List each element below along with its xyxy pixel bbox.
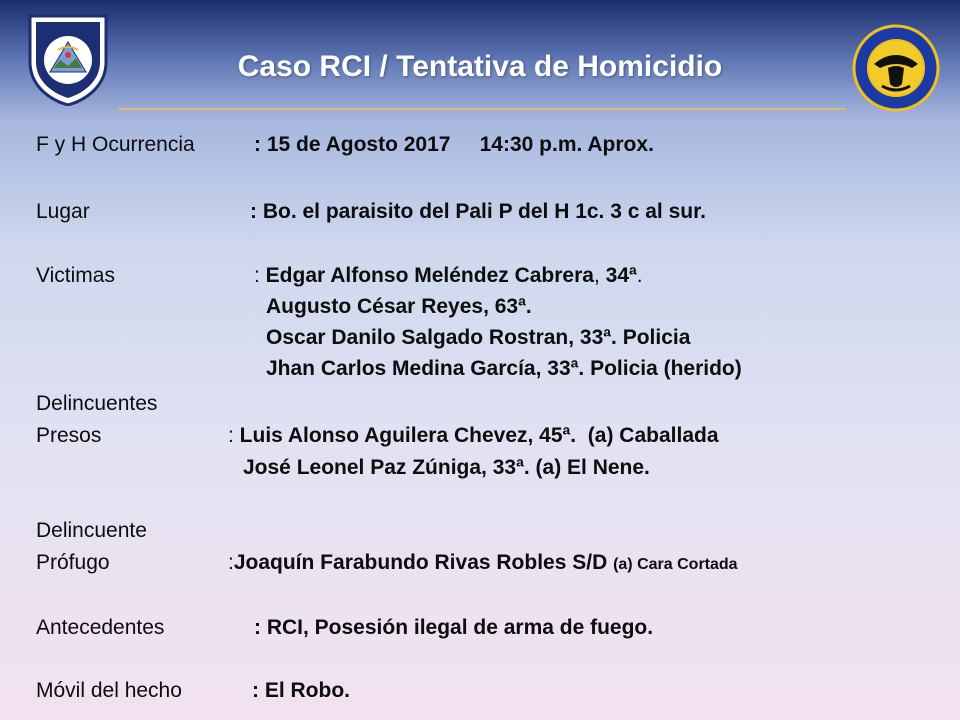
- victim-1: [254, 262, 643, 290]
- victims-label: Victimas: [36, 264, 115, 287]
- victim-1-end: .: [636, 264, 643, 287]
- fugitive-value: [228, 549, 738, 579]
- policia-nacional-shield-icon: [24, 10, 112, 106]
- page-title: Caso RCI / Tentativa de Homicidio: [237, 50, 723, 83]
- policia-nacional-logo: [24, 10, 112, 106]
- victim-4: Jhan Carlos Medina García, 33ª. Policia (herido): [266, 357, 742, 380]
- sandino-seal-icon: [852, 24, 940, 112]
- motive-value: : El Robo.: [252, 679, 350, 702]
- arrested-2: José Leonel Paz Zúniga, 33ª. (a) El Nene.: [243, 456, 650, 479]
- victim-1-sep: ,: [593, 264, 606, 287]
- fugitive-label-1: Delincuente: [36, 519, 147, 542]
- arrested-label-1: Delincuentes: [36, 392, 158, 415]
- motive-label: Móvil del hecho: [36, 679, 182, 702]
- occurrence-value: : 15 de Agosto 2017 14:30 p.m. Aprox.: [254, 133, 654, 156]
- victim-2: Augusto César Reyes, 63ª.: [266, 295, 532, 318]
- fugitive-alias-prefix: (a): [613, 556, 633, 573]
- fugitive-colon: :: [228, 551, 234, 574]
- occurrence-label: F y H Ocurrencia: [36, 133, 195, 156]
- place-value: : Bo. el paraisito del Pali P del H 1c. 3 c al sur.: [250, 200, 706, 223]
- victim-1-colon: :: [254, 264, 266, 287]
- arrested-colon: :: [228, 424, 240, 447]
- title-divider: [118, 108, 846, 110]
- victim-3: Oscar Danilo Salgado Rostran, 33ª. Policia: [266, 326, 691, 349]
- arrested-label-2: Presos: [36, 424, 102, 447]
- arrested-1-text: Luis Alonso Aguilera Chevez, 45ª. (a) Caballada: [239, 424, 719, 447]
- victim-1-age: 34ª: [605, 264, 637, 287]
- record-label: Antecedentes: [36, 616, 165, 639]
- sandino-seal-logo: [852, 24, 940, 112]
- fugitive-alias: Cara Cortada: [632, 556, 738, 573]
- record-value: : RCI, Posesión ilegal de arma de fuego.: [254, 616, 654, 639]
- arrested-1: [228, 422, 719, 450]
- place-label: Lugar: [36, 200, 90, 223]
- victim-1-name: Edgar Alfonso Meléndez Cabrera: [265, 264, 594, 287]
- fugitive-label-2: Prófugo: [36, 551, 110, 574]
- fugitive-name: Joaquín Farabundo Rivas Robles S/D: [233, 551, 614, 574]
